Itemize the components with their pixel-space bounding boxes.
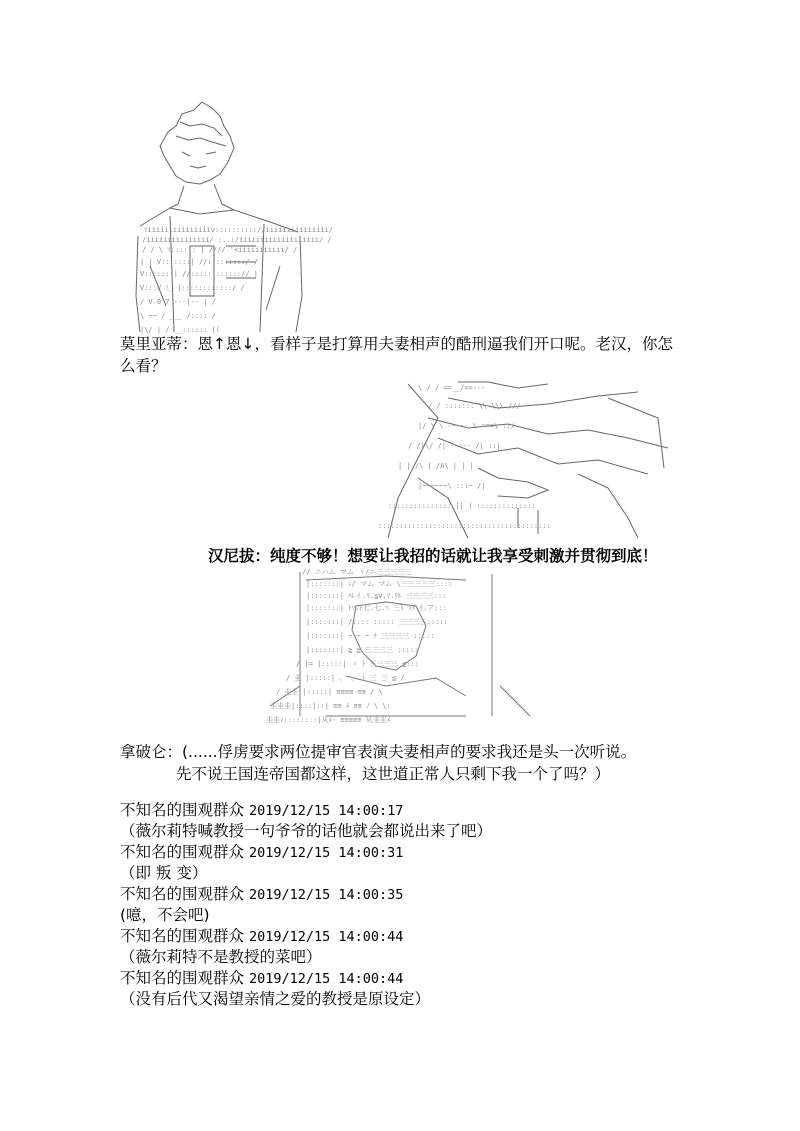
- svg-text:/ 圭 |:::::| 、 、 ﾄ 三 三 ≦ /: / 圭 |:::::| 、 、 ﾄ 三 三 ≦ /: [286, 674, 405, 682]
- comment-timestamp: 2019/12/15 14:00:17: [248, 803, 404, 819]
- comment-text: (噫，不会吧): [120, 906, 210, 924]
- moriarty-line-2: 么看？: [120, 357, 167, 375]
- comment-text: （没有后代又渴望亲情之爱的教授是原设定）: [120, 990, 431, 1008]
- svg-text:\ / / ==__/==---: \ / / ==__/==---: [418, 384, 486, 392]
- svg-text:V:::::::| //::::::::::::// |: V:::::::| //::::::::::::// |: [140, 270, 259, 278]
- svg-text:/ 圭圭 |:::::| ≡≡≡≡ ≡≡ / \: / 圭圭 |:::::| ≡≡≡≡ ≡≡ / \: [276, 688, 383, 696]
- comment-timestamp: 2019/12/15 14:00:44: [248, 971, 404, 987]
- svg-text:/iiiiiiiiiiiiiii/ :..:/iiiiiii: /iiiiiiiiiiiiiii/ :..:/iiiiiiiiiiiiiiiiiii/ /: [142, 236, 332, 244]
- comment-author: 不知名的围观群众: [120, 801, 245, 819]
- napoleon-line-2: 先不说王国连帝国都这样，这世道正常人只剩下我一个了吗？）: [176, 765, 611, 783]
- svg-text:|/ \ \ ----- \ ===\ ::/: |/ \ \ ----- \ ===\ ::/: [418, 422, 515, 430]
- comment-author: 不知名的围观群众: [120, 969, 245, 987]
- comment-timestamp: 2019/12/15 14:00:31: [248, 845, 404, 861]
- svg-text:/ V 0 7 ---|-- | /: / V 0 7 ---|-- | /: [140, 298, 216, 306]
- svg-text:|\/ | / __:::::: |(: |\/ | / __:::::: |(: [140, 326, 221, 334]
- svg-text:|:::::::| ﾄｿ.ﾄ七.七.ﾊ 三l ﾒﾃ.ﾃ.: |:::::::| ﾄｿ.ﾄ七.七.ﾊ 三l ﾒﾃ.ﾃ.ア:::: [306, 604, 448, 612]
- svg-text:|~~~~~~\ :::~ /|: |~~~~~~\ :::~ /|: [418, 482, 486, 490]
- comment-author: 不知名的围观群众: [120, 927, 245, 945]
- comment-header: [120, 926, 403, 947]
- comment-header: [120, 800, 403, 821]
- svg-text:/ / \ ﾏ:::::: | //// '<iiiii: / / \ ﾏ:::::: | //// '<iiiiiiiiiii/ /: [142, 246, 298, 254]
- hannibal-line: 汉尼拔：纯度不够！想要让我招的话就让我享受刺激并贯彻到底！: [208, 547, 658, 565]
- comment-author: 不知名的围观群众: [120, 885, 245, 903]
- moriarty-line-1: 莫里亚蒂：恩↑恩↓，看样子是打算用夫妻相声的酷刑逼我们开口呢。老汉，你怎: [120, 335, 673, 353]
- svg-text:|:::::::| /:::: ::::: 三三三三:::: |:::::::| /:::: ::::: 三三三三:::::: [306, 618, 448, 626]
- svg-text:|:::::::| ﾊﾚイ.ﾏ.≦v.ﾏ.ﾘﾙ 三三三三::: |:::::::| ﾊﾚイ.ﾏ.≦v.ﾏ.ﾘﾙ 三三三三:::: [306, 592, 447, 600]
- comment-timestamp: 2019/12/15 14:00:35: [248, 887, 404, 903]
- svg-text:::::::::::::::::::::::::::::::: :::::::::::::::::::::::::::::::::::::::::: [378, 522, 551, 530]
- ascii-art-hannibal: [378, 378, 670, 538]
- comment-timestamp: 2019/12/15 14:00:44: [248, 929, 404, 945]
- napoleon-line-1: 拿破仑：(......俘虏要求两位提审官表演夫妻相声的要求我还是头一次听说。: [120, 743, 637, 761]
- ascii-art-napoleon: [266, 566, 534, 728]
- ascii-art-moriarty: [130, 96, 333, 336]
- svg-text:/ /|\/ /| ----- /| ::|: / /|\/ /| ----- /| ::|: [408, 442, 501, 450]
- comment-text: （即 叛 变）: [120, 864, 208, 882]
- comment-header: [120, 968, 403, 989]
- comment-header: [120, 884, 403, 905]
- svg-text:ﾏiiiiiiiiiiiiiiiv:::::::::://i: ﾏiiiiiiiiiiiiiiiv:::::::::://iiiiiiiiiiiiiii/: [144, 226, 333, 234]
- svg-text:/ |= |:::::| ヾ ﾄ 三三三三 ≦::: / |= |:::::| ヾ ﾄ 三三三三 ≦:::: [296, 660, 419, 668]
- svg-text:圭圭圭|::::|::| ≡≡ ﾒ ≡≡ ﾉ \ \:: 圭圭圭|::::|::| ≡≡ ﾒ ≡≡ ﾉ \ \:: [270, 702, 391, 710]
- comment-text: （薇尔莉特不是教授的菜吧）: [120, 948, 322, 966]
- svg-text:V:::V ﾐ_ |::::::::::::/ /: V:::V ﾐ_ |::::::::::::/ /: [140, 284, 245, 292]
- svg-text:::::::::::::::: || | ::::::::: ::::::::::::::: || | ::::::::::::::: [388, 502, 536, 510]
- svg-text:/ / ::::::: \\ \\\ ///: / / ::::::: \\ \\\ ///: [428, 402, 521, 410]
- comment-text: （薇尔莉特喊教授一句爷爷的话他就会都说出来了吧）: [120, 822, 493, 840]
- svg-text:| | /\ | /A\ | | |: | | /\ | /A\ | | |: [398, 462, 474, 470]
- svg-text:| | V:::::::| //:::::::::/: | | V:::::::| //:::::::::/ /: [140, 258, 259, 266]
- comment-header: [120, 842, 403, 863]
- svg-text:圭圭ｨ::::::::|从ﾒ- ≡≡≡≡≡ 从圭圭ﾒ: 圭圭ｨ::::::::|从ﾒ- ≡≡≡≡≡ 从圭圭ﾒ: [266, 716, 391, 724]
- svg-text:|:::::::| ≧ ≧ 三三三三 :::::: |:::::::| ≧ ≧ 三三三三 :::::: [306, 646, 419, 654]
- svg-text:|:::::::| ﾚ/ マム マム \三三三三三::::: |:::::::| ﾚ/ マム マム \三三三三三::::: [306, 580, 453, 588]
- svg-text:\ ~~ / ___ /:::: /: \ ~~ / ___ /:::: /: [140, 312, 216, 320]
- comment-author: 不知名的围观群众: [120, 843, 245, 861]
- svg-text:|:::::::| ~ ~ ~ ﾁ 三三三三 ::::: |:::::::| ~ ~ ~ ﾁ 三三三三 :::::: [306, 632, 435, 640]
- svg-text:// ニハム マム ヾ/ニ三三三三三: // ニハム マム ヾ/ニ三三三三三: [302, 568, 412, 576]
